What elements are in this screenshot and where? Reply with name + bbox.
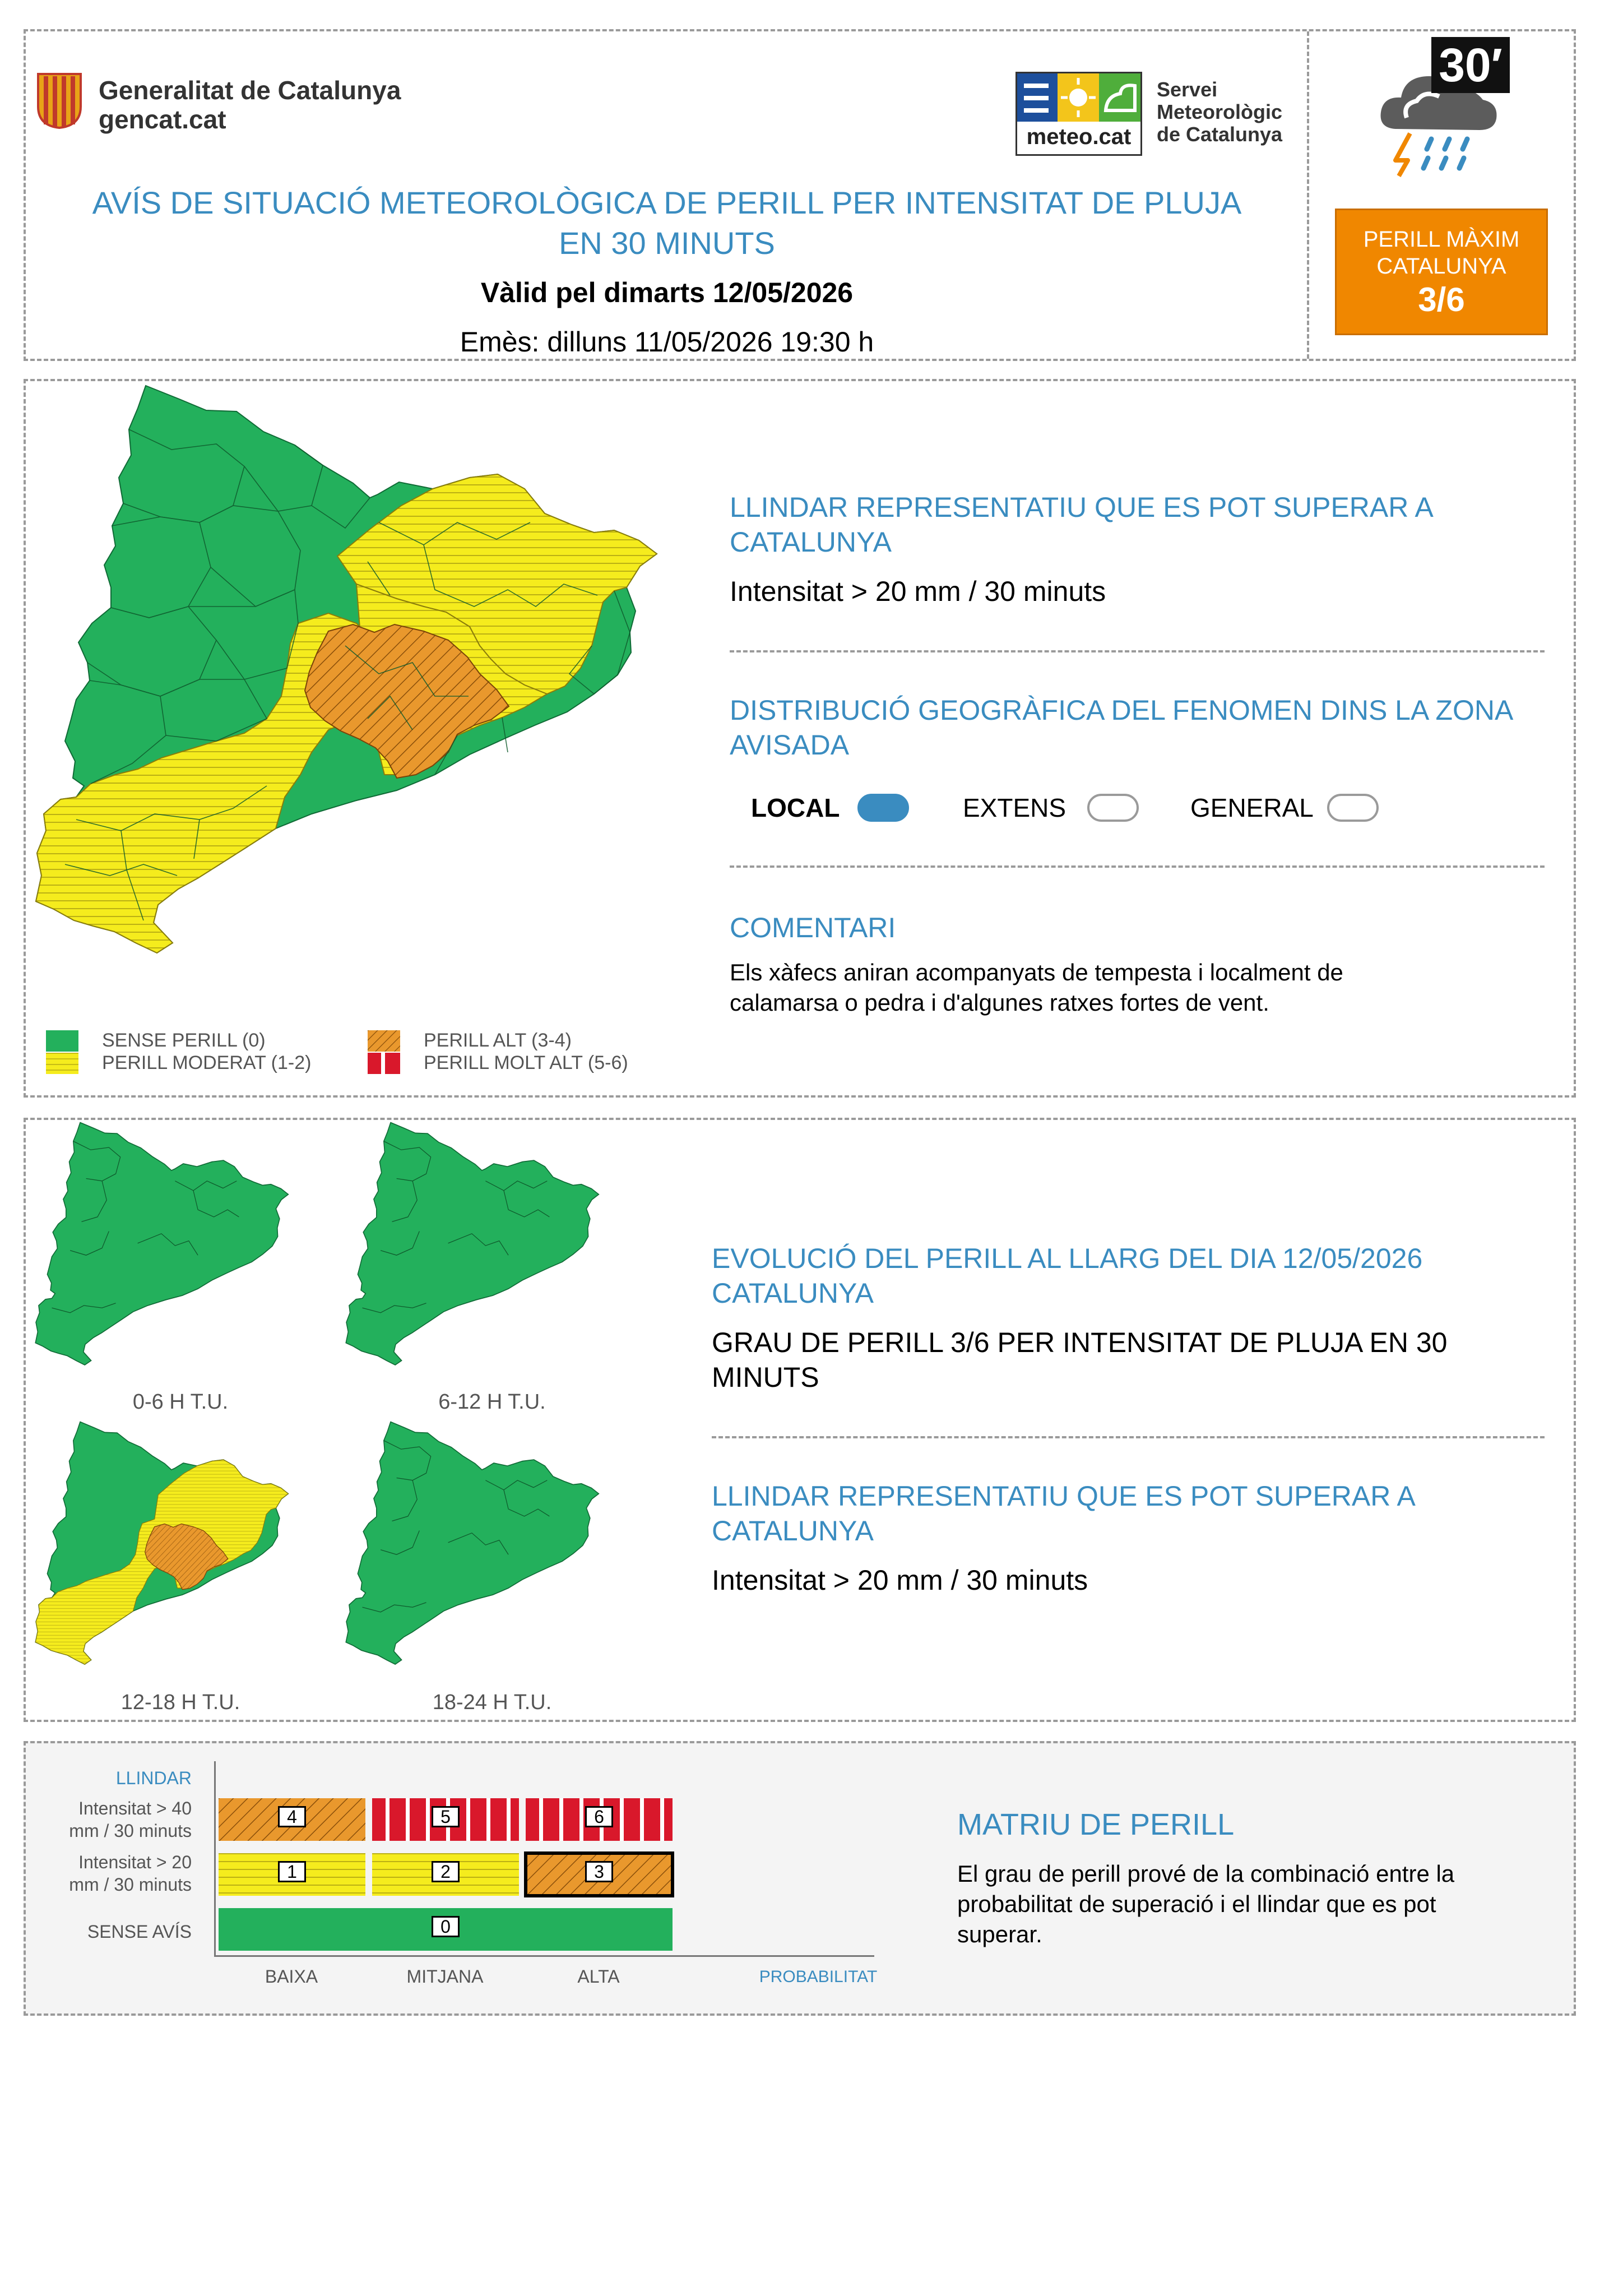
matrix-cell-label: 6 [585, 1806, 613, 1827]
smc-line-2: Meteorològic [1157, 100, 1283, 123]
threshold-title-evolution: LLINDAR REPRESENTATIU QUE ES POT SUPERAR A CATALUNYA [712, 1480, 1415, 1547]
catalonia-mini-map [34, 1420, 291, 1684]
distribution-extens-label: EXTENS [963, 793, 1066, 822]
smc-line-1: Servei [1157, 78, 1218, 101]
distribution-extens-toggle[interactable] [1087, 794, 1139, 822]
legend-swatch-red [368, 1053, 400, 1074]
meteocat-text: meteo.cat [1026, 124, 1132, 149]
catalonia-mini-map [34, 1121, 291, 1385]
mini-map-label-6-12: 6-12 H T.U. [438, 1390, 546, 1414]
distribution-general-toggle[interactable] [1327, 794, 1379, 822]
warning-title: AVÍS DE SITUACIÓ METEOROLÒGICA DE PERILL PER INTENSITAT DE PLUJA EN 30 MINUTS [92, 185, 1242, 261]
mini-map-18-24 [344, 1420, 602, 1684]
matrix-x-label-baixa: BAIXA [265, 1966, 318, 1987]
matrix-row-label-20: Intensitat > 20 mm / 30 minuts [69, 1852, 192, 1895]
meteocat-logo [1015, 72, 1142, 156]
max-danger-value: 3/6 [1418, 281, 1465, 318]
distribution-local-toggle[interactable] [857, 794, 909, 822]
legend-swatch-orange [368, 1030, 400, 1052]
distribution-local-label: LOCAL [751, 793, 840, 822]
max-danger-badge [1335, 209, 1548, 335]
legend-label-green: SENSE PERILL (0) [102, 1030, 266, 1051]
matrix-title: MATRIU DE PERILL [957, 1808, 1235, 1841]
comment-text: Els xàfecs aniran acompanyats de tempesta i localment de calamarsa o pedra i d'algunes ratxes fortes de vent. [730, 959, 1343, 1016]
matrix-row-label-40: Intensitat > 40 mm / 30 minuts [69, 1798, 192, 1841]
catalonia-mini-map [344, 1420, 602, 1684]
distribution-general-label: GENERAL [1190, 793, 1314, 822]
max-danger-label-2: CATALUNYA [1376, 254, 1506, 279]
matrix-y-axis [214, 1761, 216, 1956]
matrix-description: El grau de perill prové de la combinació entre la probabilitat de superació i el llindar que es pot superar. [957, 1860, 1455, 1947]
legend-label-orange: PERILL ALT (3-4) [424, 1030, 572, 1051]
gencat-name: Generalitat de Catalunya [99, 76, 401, 105]
meteocat-emblem-icon [1017, 73, 1140, 122]
mini-map-label-12-18: 12-18 H T.U. [120, 1691, 240, 1714]
max-danger-label-1: PERILL MÀXIM [1363, 227, 1520, 252]
matrix-x-label-alta: ALTA [577, 1966, 620, 1987]
gencat-logo [36, 72, 83, 130]
issued-date: Emès: dilluns 11/05/2026 19:30 h [460, 326, 874, 358]
matrix-row-label-none: SENSE AVÍS [87, 1922, 192, 1942]
matrix-cell-label: 1 [278, 1861, 306, 1882]
threshold-title: LLINDAR REPRESENTATIU QUE ES POT SUPERAR A CATALUNYA [730, 492, 1432, 558]
matrix-cell-label: 2 [432, 1861, 460, 1882]
legend-label-yellow: PERILL MODERAT (1-2) [102, 1052, 312, 1073]
catalonia-mini-map [344, 1121, 602, 1385]
valid-date: Vàlid pel dimarts 12/05/2026 [480, 277, 854, 308]
divider [730, 865, 1545, 868]
matrix-x-axis [214, 1955, 874, 1957]
threshold-value: Intensitat > 20 mm / 30 minuts [730, 576, 1106, 607]
mini-map-12-18 [34, 1420, 291, 1684]
matrix-cell-label: 0 [432, 1916, 460, 1937]
gencat-emblem-icon [36, 72, 83, 130]
gencat-url: gencat.cat [99, 105, 226, 134]
legend-label-red: PERILL MOLT ALT (5-6) [424, 1052, 628, 1073]
catalonia-map [31, 382, 665, 999]
distribution-title: DISTRIBUCIÓ GEOGRÀFICA DEL FENOMEN DINS LA ZONA AVISADA [730, 695, 1512, 761]
legend-swatch-yellow [46, 1053, 78, 1074]
evolution-title: EVOLUCIÓ DEL PERILL AL LLARG DEL DIA 12/05/2026 CATALUNYA [712, 1243, 1423, 1309]
main-warning-map [31, 382, 665, 999]
mini-map-0-6 [34, 1121, 291, 1385]
matrix-y-axis-title: LLINDAR [115, 1768, 192, 1788]
matrix-cell-label: 4 [278, 1806, 306, 1827]
matrix-cell-label: 3 [585, 1861, 613, 1882]
matrix-x-axis-title: PROBABILITAT [759, 1968, 878, 1986]
divider [730, 650, 1545, 652]
divider [712, 1436, 1545, 1438]
smc-line-3: de Catalunya [1157, 123, 1283, 146]
matrix-cell-label: 5 [432, 1806, 460, 1827]
mini-map-label-0-6: 0-6 H T.U. [132, 1390, 229, 1414]
matrix-x-label-mitjana: MITJANA [406, 1966, 484, 1987]
duration-badge: 30′ [1431, 37, 1510, 93]
comment-title: COMENTARI [730, 912, 896, 943]
evolution-value: GRAU DE PERILL 3/6 PER INTENSITAT DE PLUJA EN 30 MINUTS [712, 1327, 1448, 1393]
mini-map-label-18-24: 18-24 H T.U. [432, 1691, 552, 1714]
threshold-value-evolution: Intensitat > 20 mm / 30 minuts [712, 1564, 1088, 1596]
mini-map-6-12 [344, 1121, 602, 1385]
header-divider [1307, 31, 1309, 359]
legend-swatch-green [46, 1030, 78, 1052]
